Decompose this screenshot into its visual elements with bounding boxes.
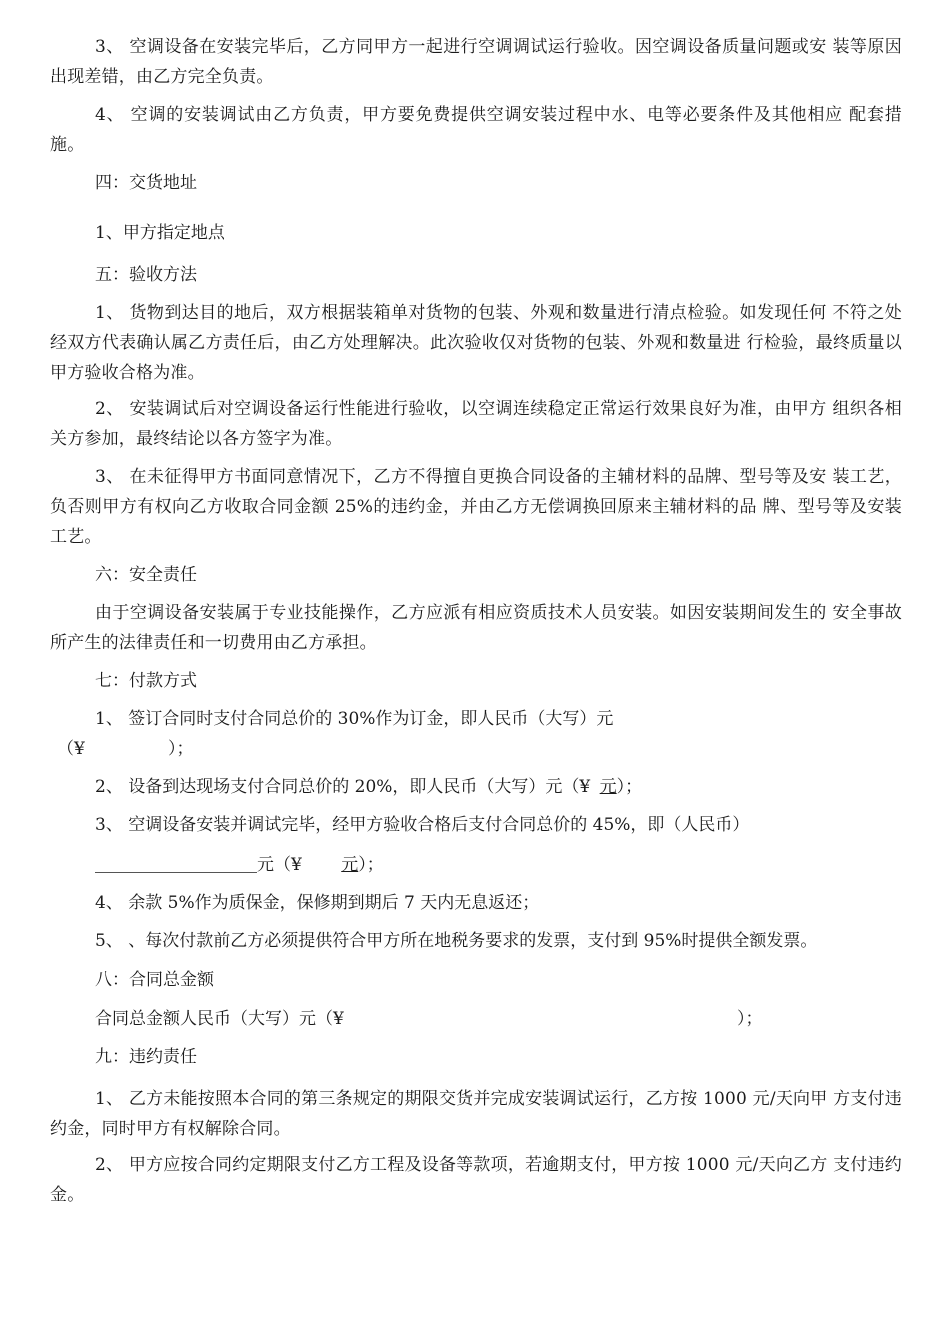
payment-item-3: 3、 空调设备安装并调试完毕，经甲方验收合格后支付合同总价的 45%，即（人民币） bbox=[95, 815, 750, 835]
clause-4-install-debug: 4、 空调的安装调试由乙方负责，甲方要免费提供空调安装过程中水、电等必要条件及其他相应 配套措施。 bbox=[50, 105, 902, 155]
breach-item-2: 2、 甲方应按合同约定期限支付乙方工程及设备等款项，若逾期支付，甲方按 1000 元/天向乙方 支付违约金。 bbox=[50, 1155, 902, 1205]
payment-item-2 bbox=[95, 772, 642, 802]
delivery-address-item-1: 1、甲方指定地点 bbox=[95, 223, 225, 243]
payment-item-3-yuan: 元（¥ bbox=[257, 855, 302, 875]
total-amount-line: 合同总金额人民币（大写）元（¥ bbox=[95, 1009, 344, 1029]
payment-item-5: 5、 、每次付款前乙方必须提供符合甲方所在地税务要求的发票，支付到 95%时提供全额发票。 bbox=[95, 931, 818, 951]
payment-item-2-blank-unit: 元 bbox=[599, 777, 617, 797]
acceptance-item-2: 2、 安装调试后对空调设备运行性能进行验收，以空调连续稳定正常运行效果良好为准，由甲方 组织各相关方参加，最终结论以各方签字为准。 bbox=[50, 399, 902, 449]
payment-item-3-close: ）； bbox=[358, 855, 384, 875]
section-heading-total-amount: 八：合同总金额 bbox=[95, 970, 214, 990]
acceptance-item-1: 1、 货物到达目的地后，双方根据装箱单对货物的包装、外观和数量进行清点检验。如发现任何 不符之处经双方代表确认属乙方责任后，由乙方处理解决。此次验收仅对货物的包装、外观和数量进 行检验，最终质量以甲方验收合格为准。 bbox=[50, 303, 902, 383]
clause-3-install-acceptance: 3、 空调设备在安装完毕后，乙方同甲方一起进行空调调试运行验收。因空调设备质量问题或安 装等原因出现差错，由乙方完全负责。 bbox=[50, 37, 902, 87]
section-heading-acceptance-method: 五：验收方法 bbox=[95, 265, 197, 285]
breach-item-1: 1、 乙方未能按照本合同的第三条规定的期限交货并完成安装调试运行，乙方按 1000 元/天向甲 方支付违约金，同时甲方有权解除合同。 bbox=[50, 1089, 902, 1139]
section-heading-breach: 九：违约责任 bbox=[95, 1047, 197, 1067]
acceptance-item-3: 3、 在未征得甲方书面同意情况下，乙方不得擅自更换合同设备的主辅材料的品牌、型号等及安 装工艺，负否则甲方有权向乙方收取合同金额 25%的违约金，并由乙方无偿调换回原来主辅材料的品 牌、型号等及安装工艺。 bbox=[50, 467, 902, 547]
section-heading-delivery-address: 四：交货地址 bbox=[95, 173, 197, 193]
payment-item-4: 4、 余款 5%作为质保金，保修期到期后 7 天内无息返还； bbox=[95, 893, 540, 913]
safety-paragraph: 由于空调设备安装属于专业技能操作，乙方应派有相应资质技术人员安装。如因安装期间发生的 安全事故所产生的法律责任和一切费用由乙方承担。 bbox=[50, 603, 902, 653]
payment-item-1-amount-close: ）； bbox=[168, 739, 194, 759]
total-amount-close: ）； bbox=[737, 1009, 763, 1029]
payment-item-2-text: 2、 设备到达现场支付合同总价的 20%，即人民币（大写）元（¥ bbox=[95, 777, 591, 797]
section-heading-safety: 六：安全责任 bbox=[95, 565, 197, 585]
amount-blank-line bbox=[95, 854, 257, 873]
payment-item-2-close: ）； bbox=[616, 777, 643, 797]
payment-item-1: 1、 签订合同时支付合同总价的 30%作为订金，即人民币（大写）元 bbox=[95, 709, 614, 729]
payment-item-3-blank-unit: 元 bbox=[341, 855, 359, 875]
payment-item-1-amount-open: （¥ bbox=[57, 739, 85, 759]
section-heading-payment: 七：付款方式 bbox=[95, 671, 197, 691]
payment-item-3-amount-line bbox=[95, 850, 384, 880]
